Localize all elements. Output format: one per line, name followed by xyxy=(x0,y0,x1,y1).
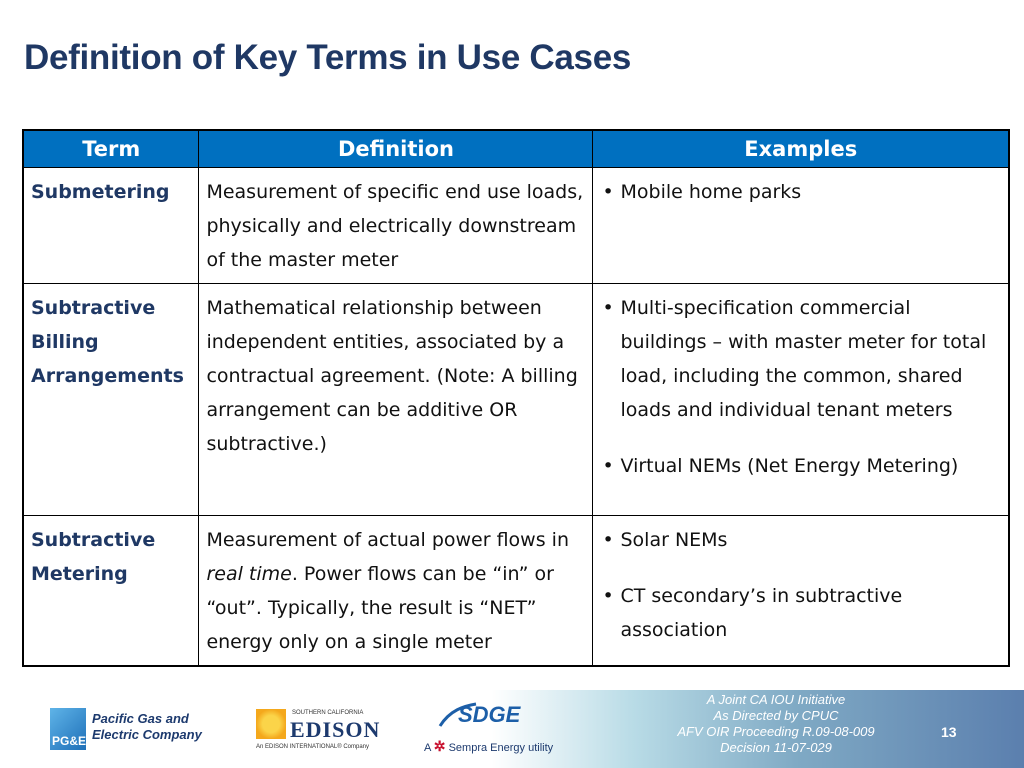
examples-cell xyxy=(593,168,1009,284)
edison-sun-icon xyxy=(256,709,286,739)
page-number: 13 xyxy=(941,724,957,740)
examples-list xyxy=(600,175,1002,209)
term-cell: Submetering xyxy=(23,168,199,284)
header-definition: Definition xyxy=(199,130,593,168)
table-row xyxy=(23,284,1009,516)
sdge-logo: SDGE A ✲ Sempra Energy utility xyxy=(424,702,554,754)
key-terms-table xyxy=(22,129,1010,667)
definition-text: . Power flows can be “in” or “out”. Typically, the result is “NET” energy only on a single meter xyxy=(206,563,554,653)
examples-cell xyxy=(593,516,1009,667)
term-cell: Subtractive Metering xyxy=(23,516,199,667)
header-examples: Examples xyxy=(593,130,1009,168)
slide-title: Definition of Key Terms in Use Cases xyxy=(24,38,632,77)
examples-list xyxy=(600,291,1002,483)
example-item: • Mobile home parks xyxy=(600,175,1002,209)
term-cell: Subtractive Billing Arrangements xyxy=(23,284,199,516)
table-header-row xyxy=(23,130,1009,168)
example-item: • Virtual NEMs (Net Energy Metering) xyxy=(600,449,1002,483)
footer-initiative-text: A Joint CA IOU Initiative As Directed by CPUC AFV OIR Proceeding R.09-08-009 Decision 11-07-029 xyxy=(677,692,875,755)
pge-logo-text: Pacific Gas and Electric Company xyxy=(92,711,202,742)
example-item: • Multi-specification commercial buildings – with master meter for total load, including the common, shared loads and individual tenant meters xyxy=(600,291,1002,427)
table-row xyxy=(23,168,1009,284)
edison-logo: SOUTHERN CALIFORNIA EDISON An EDISON INTERNATIONAL® Company xyxy=(256,710,381,750)
pge-mark-icon: PG&E xyxy=(50,708,86,750)
definition-cell xyxy=(199,516,593,667)
sdge-tagline: A ✲ Sempra Energy utility xyxy=(424,738,554,754)
examples-list xyxy=(600,523,1002,647)
pge-logo xyxy=(50,708,200,750)
table-row xyxy=(23,516,1009,667)
definition-text: Measurement of actual power flows in xyxy=(206,529,569,551)
definition-cell: Measurement of specific end use loads, physically and electrically downstream of the master meter xyxy=(199,168,593,284)
example-item: • CT secondary’s in subtractive association xyxy=(600,579,1002,647)
examples-cell xyxy=(593,284,1009,516)
definition-cell: Mathematical relationship between independent entities, associated by a contractual agreement. (Note: A billing arrangement can be additive OR subtractive.) xyxy=(199,284,593,516)
definition-emphasis: real time xyxy=(206,563,292,585)
example-item: • Solar NEMs xyxy=(600,523,1002,557)
header-term: Term xyxy=(23,130,199,168)
